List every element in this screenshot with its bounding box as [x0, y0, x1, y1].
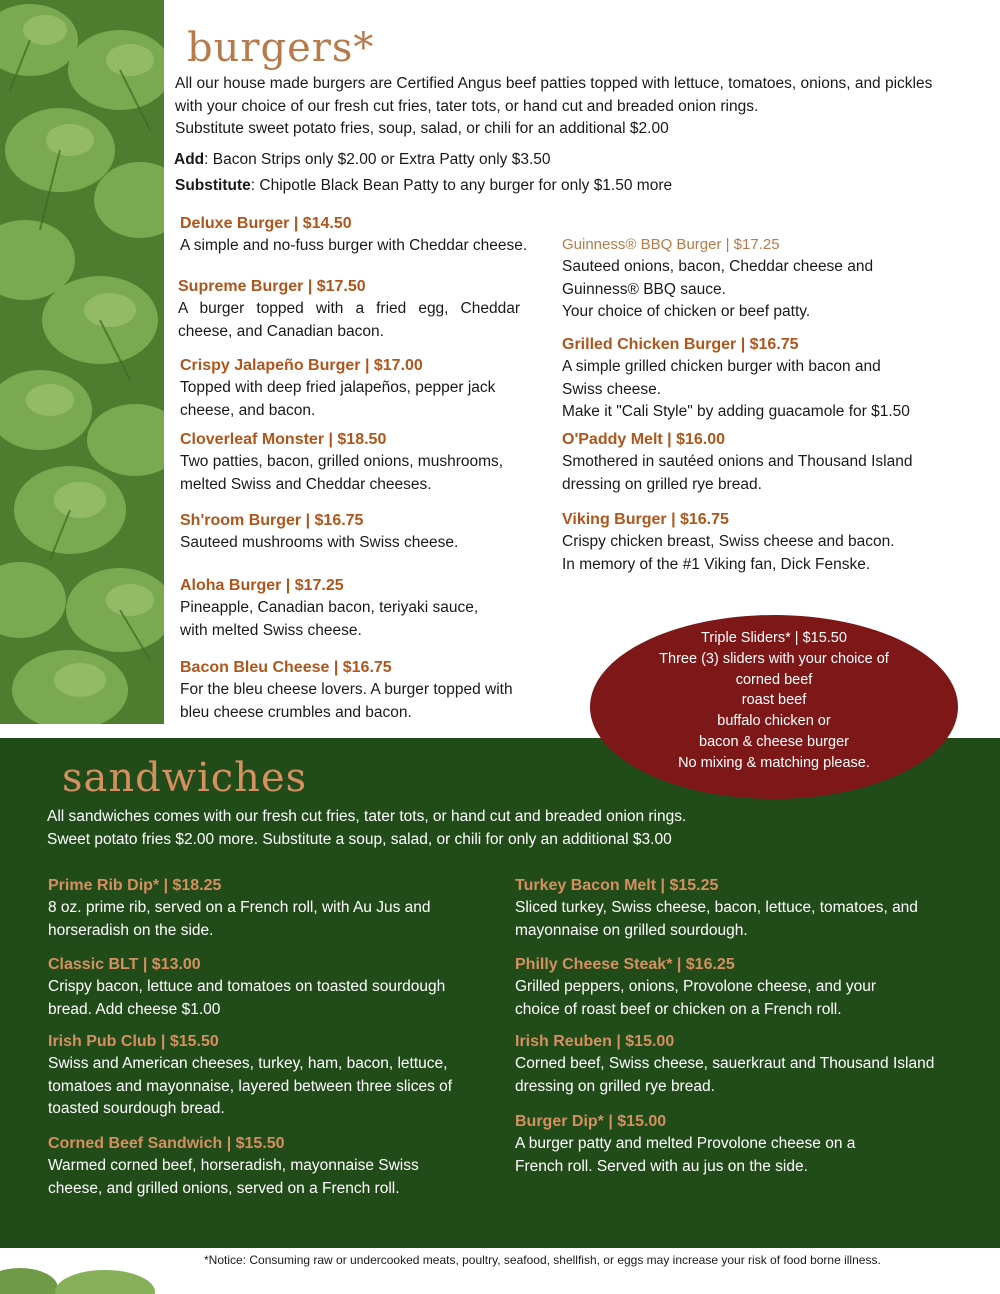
- menu-item: [178, 276, 520, 343]
- menu-item-desc: cheese, and Canadian bacon.: [178, 322, 384, 340]
- menu-item-desc: Guinness® BBQ sauce.: [562, 280, 726, 298]
- menu-item-desc: Grilled peppers, onions, Provolone cheese, and your: [515, 978, 877, 995]
- menu-item-desc: dressing on grilled rye bread.: [562, 475, 762, 493]
- menu-item-desc: A simple grilled chicken burger with bacon and: [562, 358, 881, 375]
- menu-item-desc: Warmed corned beef, horseradish, mayonnaise Swiss: [48, 1157, 419, 1174]
- menu-item: [180, 575, 525, 642]
- menu-item: [562, 429, 982, 496]
- burgers-substitute-line: [175, 175, 672, 198]
- menu-item-name: Bacon Bleu Cheese | $16.75: [180, 659, 392, 676]
- menu-item-name: Prime Rib Dip* | $18.25: [48, 877, 222, 894]
- menu-item-name: Irish Reuben | $15.00: [515, 1033, 675, 1050]
- menu-item: [562, 234, 982, 324]
- menu-item-desc: cheese, and bacon.: [180, 401, 316, 419]
- menu-item: [48, 1133, 488, 1200]
- menu-item: [48, 954, 488, 1021]
- clover-leaves-image-bottom: [0, 1266, 164, 1294]
- menu-item-desc: A burger patty and melted Provolone cheese on a: [515, 1135, 856, 1152]
- burgers-intro-line: Substitute sweet potato fries, soup, salad, or chili for an additional $2.00: [175, 120, 669, 137]
- menu-item: [515, 1111, 985, 1178]
- menu-item: [515, 954, 985, 1021]
- sliders-line: bacon & cheese burger: [699, 733, 849, 750]
- menu-item-desc: Sauteed mushrooms with Swiss cheese.: [180, 534, 459, 551]
- menu-item-name: Cloverleaf Monster | $18.50: [180, 431, 387, 448]
- menu-item-desc: Smothered in sautéed onions and Thousand Island: [562, 453, 913, 470]
- menu-item-desc: Pineapple, Canadian bacon, teriyaki sauce,: [180, 599, 479, 616]
- sandwiches-section: [0, 738, 1000, 1248]
- menu-item-name: Guinness® BBQ Burger | $17.25: [562, 236, 780, 253]
- menu-item-name: Classic BLT | $13.00: [48, 956, 201, 973]
- menu-item-desc: Corned beef, Swiss cheese, sauerkraut and Thousand Island: [515, 1055, 935, 1072]
- menu-item-desc: French roll. Served with au jus on the side.: [515, 1157, 808, 1175]
- menu-item-desc: tomatoes and mayonnaise, layered between three slices of: [48, 1077, 453, 1095]
- clover-leaves-image: [0, 0, 164, 724]
- menu-item-desc: A simple and no-fuss burger with Cheddar cheese.: [180, 237, 528, 254]
- menu-item-name: Irish Pub Club | $15.50: [48, 1033, 219, 1050]
- menu-item-desc: Crispy bacon, lettuce and tomatoes on toasted sourdough: [48, 978, 446, 995]
- sliders-line: buffalo chicken or: [717, 713, 831, 730]
- menu-item-desc: bread. Add cheese $1.00: [48, 1000, 221, 1018]
- menu-item-name: Viking Burger | $16.75: [562, 511, 729, 528]
- menu-item: [48, 875, 488, 942]
- food-safety-notice: *Notice: Consuming raw or undercooked meats, poultry, seafood, shellfish, or eggs may increase your risk of food borne illness.: [204, 1253, 881, 1267]
- sandwiches-title: sandwiches: [62, 755, 308, 801]
- burgers-intro: [175, 73, 990, 141]
- menu-item-desc: mayonnaise on grilled sourdough.: [515, 921, 748, 939]
- menu-item: [48, 1031, 488, 1121]
- menu-item-desc: toasted sourdough bread.: [48, 1100, 225, 1117]
- menu-item: [515, 875, 985, 942]
- menu-item-desc: horseradish on the side.: [48, 921, 214, 939]
- burgers-add-line: [174, 149, 551, 172]
- menu-item-name: Burger Dip* | $15.00: [515, 1113, 667, 1130]
- menu-item-name: Aloha Burger | $17.25: [180, 577, 344, 594]
- menu-item-desc: Swiss cheese.: [562, 380, 662, 398]
- menu-item-desc: Sauteed onions, bacon, Cheddar cheese and: [562, 258, 874, 275]
- sliders-line: No mixing & matching please.: [678, 754, 870, 771]
- sliders-line: Three (3) sliders with your choice of: [659, 650, 889, 667]
- menu-item: [562, 334, 992, 424]
- burgers-intro-line: All our house made burgers are Certified Angus beef patties topped with lettuce, tomatoes, onions, and pickles: [175, 75, 933, 92]
- menu-item-desc: A burger topped with a fried egg, Cheddar: [178, 300, 520, 317]
- substitute-label: Substitute: [175, 177, 251, 194]
- menu-item-desc: Topped with deep fried jalapeños, pepper jack: [180, 379, 496, 396]
- menu-item-name: Sh'room Burger | $16.75: [180, 512, 364, 529]
- menu-item: [515, 1031, 985, 1098]
- menu-item-desc: 8 oz. prime rib, served on a French roll, with Au Jus and: [48, 899, 431, 916]
- menu-item-desc: Two patties, bacon, grilled onions, mushrooms,: [180, 453, 504, 470]
- substitute-text: : Chipotle Black Bean Patty to any burger for only $1.50 more: [250, 177, 673, 194]
- add-label: Add: [174, 151, 205, 168]
- triple-sliders-callout: [590, 615, 958, 799]
- menu-item: [180, 429, 525, 496]
- menu-item-desc: In memory of the #1 Viking fan, Dick Fenske.: [562, 555, 871, 573]
- burgers-intro-line: with your choice of our fresh cut fries, tater tots, or hand cut and breaded onion rings.: [175, 97, 759, 115]
- burgers-title: burgers*: [187, 25, 375, 71]
- menu-item-desc: bleu cheese crumbles and bacon.: [180, 703, 412, 721]
- sliders-line: corned beef: [735, 671, 813, 688]
- menu-item-desc: Sliced turkey, Swiss cheese, bacon, lettuce, tomatoes, and: [515, 899, 918, 916]
- menu-item: [180, 510, 525, 555]
- menu-item-desc: with melted Swiss cheese.: [180, 621, 362, 639]
- menu-item: [180, 213, 535, 258]
- sandwiches-intro-line: Sweet potato fries $2.00 more. Substitute a soup, salad, or chili for only an additional $3.00: [47, 830, 672, 848]
- menu-item: [180, 355, 520, 422]
- menu-item-name: O'Paddy Melt | $16.00: [562, 431, 726, 448]
- menu-item-name: Crispy Jalapeño Burger | $17.00: [180, 357, 423, 374]
- menu-item-name: Grilled Chicken Burger | $16.75: [562, 336, 799, 353]
- menu-item-name: Corned Beef Sandwich | $15.50: [48, 1135, 285, 1152]
- sandwiches-intro-line: All sandwiches comes with our fresh cut fries, tater tots, or hand cut and breaded onion rings.: [47, 808, 687, 825]
- menu-item-desc: Crispy chicken breast, Swiss cheese and bacon.: [562, 533, 895, 550]
- menu-item-desc: Swiss and American cheeses, turkey, ham, bacon, lettuce,: [48, 1055, 448, 1072]
- menu-item: [180, 657, 540, 724]
- menu-item-desc: For the bleu cheese lovers. A burger topped with: [180, 681, 513, 698]
- menu-item-desc: Make it "Cali Style" by adding guacamole for $1.50: [562, 403, 910, 420]
- sandwiches-intro: [47, 806, 947, 851]
- menu-item-desc: Your choice of chicken or beef patty.: [562, 303, 811, 320]
- menu-item-name: Supreme Burger | $17.50: [178, 278, 366, 295]
- menu-item-name: Philly Cheese Steak* | $16.25: [515, 956, 735, 973]
- sliders-line: roast beef: [741, 692, 807, 709]
- menu-item-desc: cheese, and grilled onions, served on a French roll.: [48, 1179, 400, 1197]
- sliders-line: Triple Sliders* | $15.50: [701, 630, 847, 646]
- menu-item-name: Turkey Bacon Melt | $15.25: [515, 877, 719, 894]
- menu-item: [562, 509, 982, 576]
- menu-item-desc: choice of roast beef or chicken on a French roll.: [515, 1000, 842, 1018]
- add-text: : Bacon Strips only $2.00 or Extra Patty only $3.50: [204, 151, 551, 168]
- menu-item-name: Deluxe Burger | $14.50: [180, 215, 352, 232]
- menu-item-desc: melted Swiss and Cheddar cheeses.: [180, 475, 432, 493]
- menu-item-desc: dressing on grilled rye bread.: [515, 1077, 715, 1095]
